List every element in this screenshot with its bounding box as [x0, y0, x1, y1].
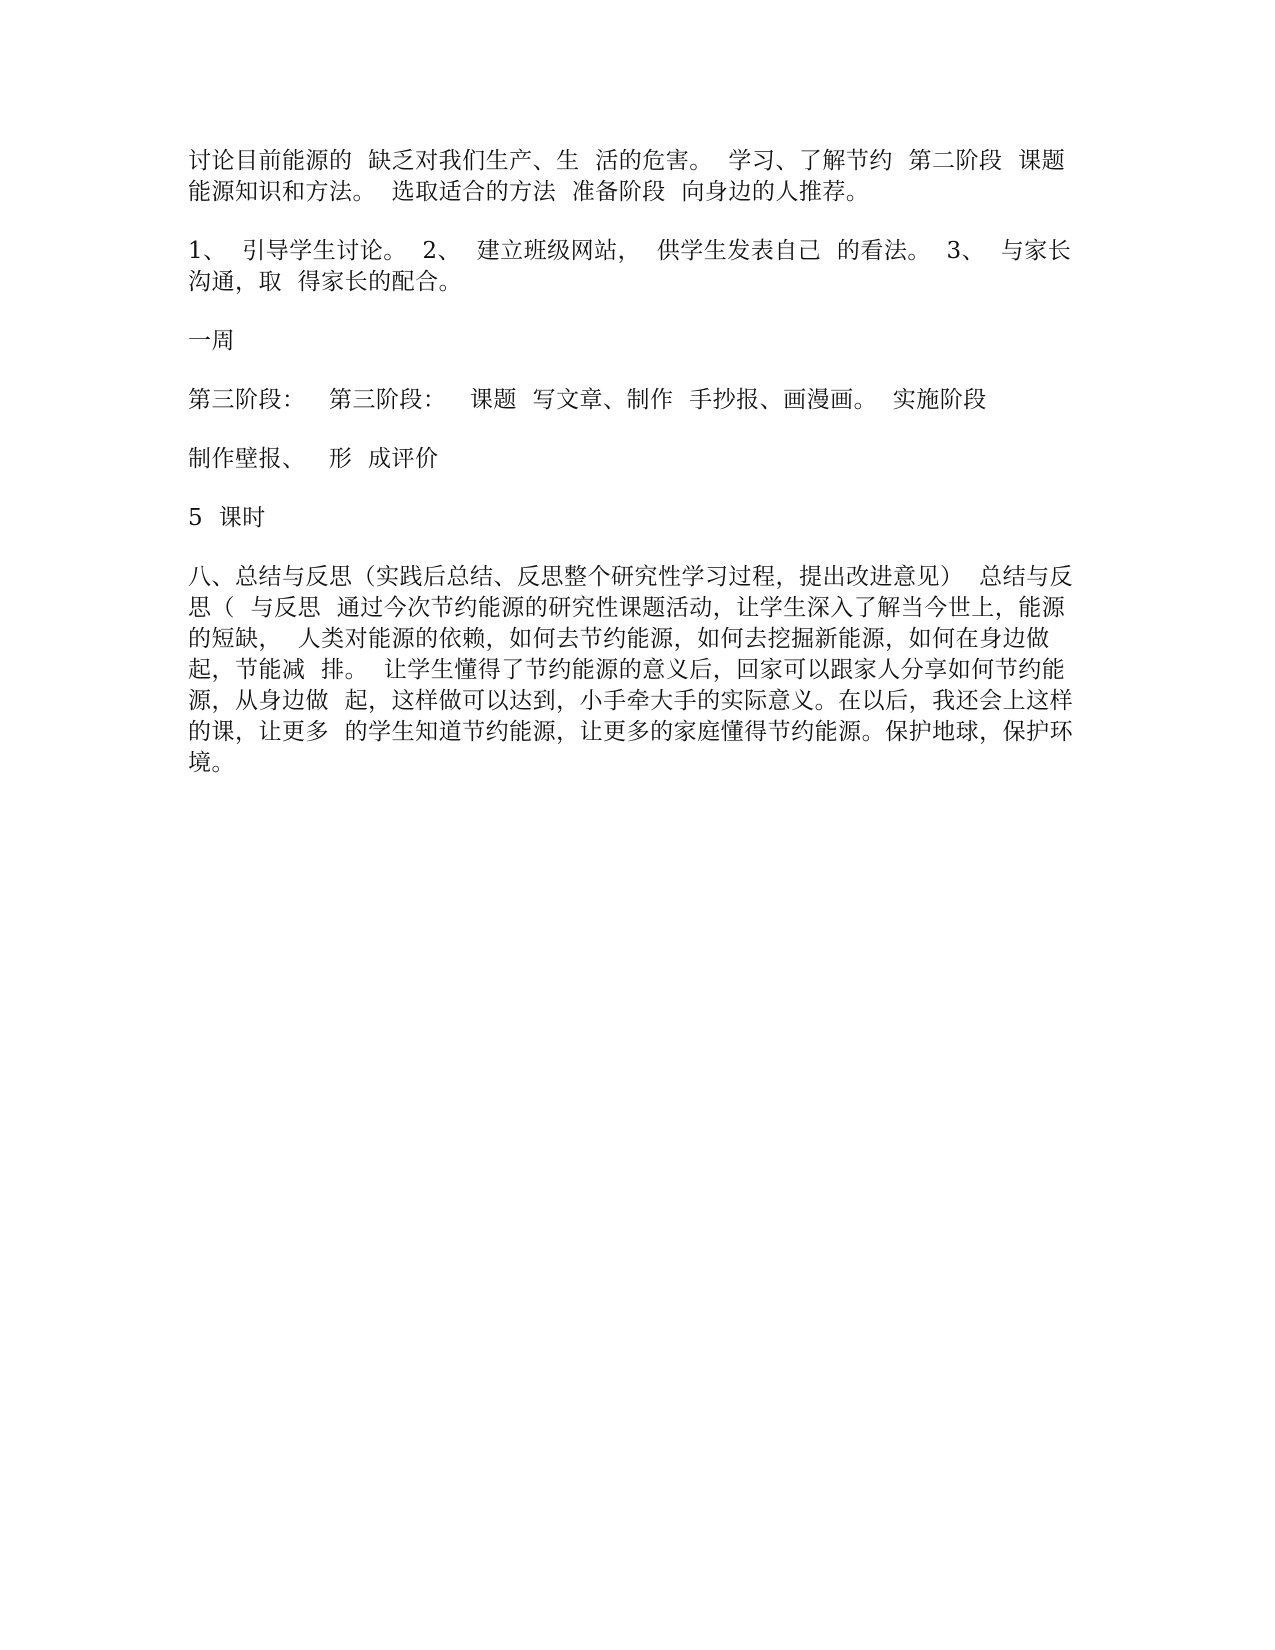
- document-body: [188, 146, 1088, 807]
- paragraph-teacher-steps: 1、 引导学生讨论。 2、 建立班级网站， 供学生发表自己 的看法。 3、 与家长 沟通，取 得家长的配合。: [188, 238, 1080, 295]
- paragraph-wall-newspaper: 制作壁报、 形 成评价: [188, 446, 439, 472]
- paragraph-stage-three: 第三阶段： 第三阶段： 课题 写文章、制作 手抄报、画漫画。 实施阶段: [188, 387, 987, 413]
- paragraph-class-hours: 5 课时: [188, 505, 266, 531]
- paragraph-duration-week: 一周: [188, 328, 235, 354]
- paragraph-summary-reflection: 八、总结与反思（实践后总结、反思整个研究性学习过程，提出改进意见） 总结与反思（ 与反思 通过今次节约能源的研究性课题活动，让学生深入了解当今世上，能源的短缺， 人类对能源的依赖，如何去节约能源，如何去挖掘新能源，如何在身边做起，节能减 排。 让学生懂得了节约能源的意义后，回家可以跟家人分享如何节约能源，从身边做 起，这样做可以达到，小手牵大手的实际意义。在以后，我还会上这样的课，让更多 的学生知道节约能源，让更多的家庭懂得节约能源。保护地球，保护环境。: [188, 564, 1074, 776]
- paragraph-energy-discussion: 讨论目前能源的 缺乏对我们生产、生 活的危害。 学习、了解节约 第二阶段 课题 能源知识和方法。 选取适合的方法 准备阶段 向身边的人推荐。: [188, 148, 1073, 205]
